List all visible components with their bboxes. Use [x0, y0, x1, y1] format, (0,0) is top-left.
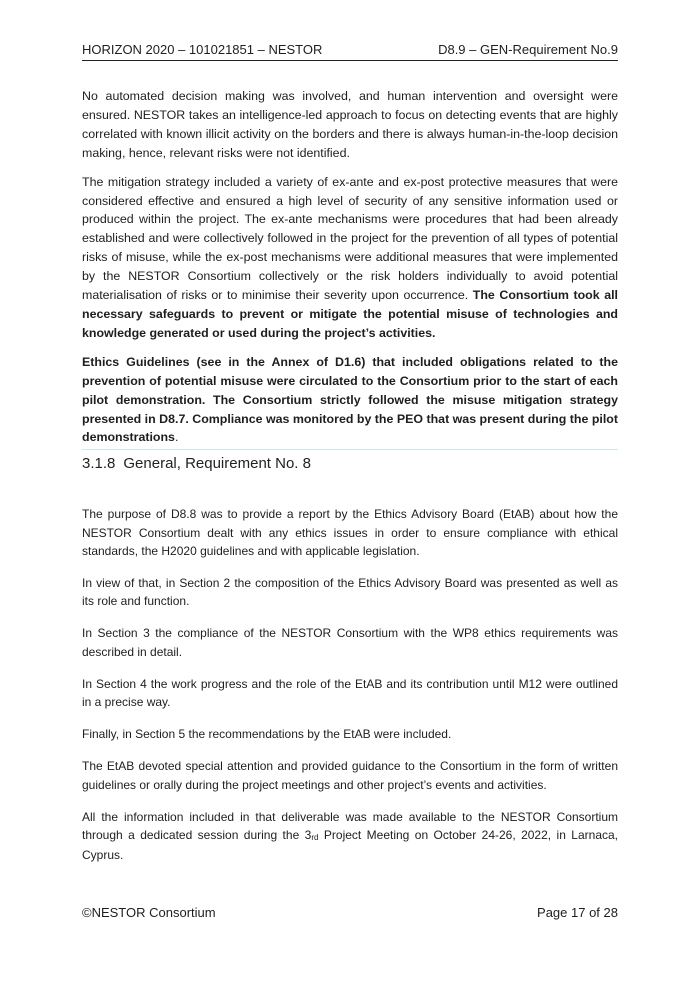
section-title: General, Requirement No. 8: [123, 455, 311, 473]
mitigation-text: The mitigation strategy included a variety of ex-ante and ex-post protective measures that were considered effective and ensured a high level of security of any sensitive information used or produced within the project. The ex-ante mechanisms were procedures that had been already established and were collectively followed in the project for the prevention of all types of potential risks of misuse, while the ex-post mechanisms were additional measures that were implemented by the NESTOR Consortium collectively or the risk holders individually to avoid potential materialisation of risks or to minimise their severity upon occurrence.: [82, 174, 618, 303]
paragraph-section-4: In Section 4 the work progress and the role of the EtAB and its contribution until M12 were outlined in a precise way.: [82, 676, 618, 709]
paragraph-project-meeting: [82, 808, 618, 865]
section-number: 3.1.8: [82, 455, 116, 473]
ethics-guidelines-end: .: [174, 430, 179, 445]
section-heading: [82, 449, 618, 474]
page-header: [82, 41, 618, 61]
paragraph-d88-purpose: The purpose of D8.8 was to provide a report by the Ethics Advisory Board (EtAB) about how the NESTOR Consortium dealt with any ethics issues in order to ensure compliance with ethical standards, the H2020 guidelines and with applicable legislation.: [82, 507, 618, 558]
meeting-text-b: Project Meeting on October 24-26, 2022, in Larnaca, Cyprus.: [82, 827, 618, 863]
meeting-text-a: All the information included in that deliverable was made available to the NESTOR Consortium through a dedicated session during the 3: [82, 809, 618, 842]
page-content: [82, 87, 618, 864]
paragraph-section-2: In view of that, in Section 2 the composition of the Ethics Advisory Board was presented as well as its role and function.: [82, 575, 618, 609]
footer-page-number: Page 17 of 28: [537, 905, 618, 920]
paragraph-section-5: Finally, in Section 5 the recommendations by the EtAB were included.: [82, 727, 452, 742]
header-deliverable-id: D8.9 – GEN-Requirement No.9: [438, 42, 618, 57]
paragraph-etab-guidance: The EtAB devoted special attention and provided guidance to the Consortium in the form of written guidelines or orally during the project meetings and other project’s events and activities.: [82, 759, 618, 792]
paragraph-human-oversight: No automated decision making was involved, and human intervention and oversight were ensured. NESTOR takes an intelligence-led approach to focus on detecting events that are highly correlated with known illicit activity on the borders and there is always human-in-the-loop decision making, hence, relevant risks were not identified.: [82, 89, 618, 160]
ordinal-suffix: rd: [311, 832, 319, 842]
ethics-guidelines-bold-text: Ethics Guidelines (see in the Annex of D1.6) that included obligations related to the prevention of potential misuse were circulated to the Consortium prior to the start of each pilot demonstration. The Consortium strictly followed the misuse mitigation strategy presented in D8.7. Compliance was monitored by the PEO that was present during the pilot demonstrations: [82, 354, 618, 445]
paragraph-section-3: In Section 3 the compliance of the NESTOR Consortium with the WP8 ethics requirements was described in detail.: [82, 626, 618, 659]
paragraph-ethics-guidelines: [82, 353, 618, 448]
paragraph-mitigation-strategy: [82, 173, 618, 343]
mitigation-bold-text: The Consortium took all necessary safeguards to prevent or mitigate the potential misuse of technologies and knowledge generated or used during the project’s activities.: [82, 288, 618, 340]
header-project-id: HORIZON 2020 – 101021851 – NESTOR: [82, 42, 323, 57]
footer-copyright: ©NESTOR Consortium: [82, 905, 216, 920]
